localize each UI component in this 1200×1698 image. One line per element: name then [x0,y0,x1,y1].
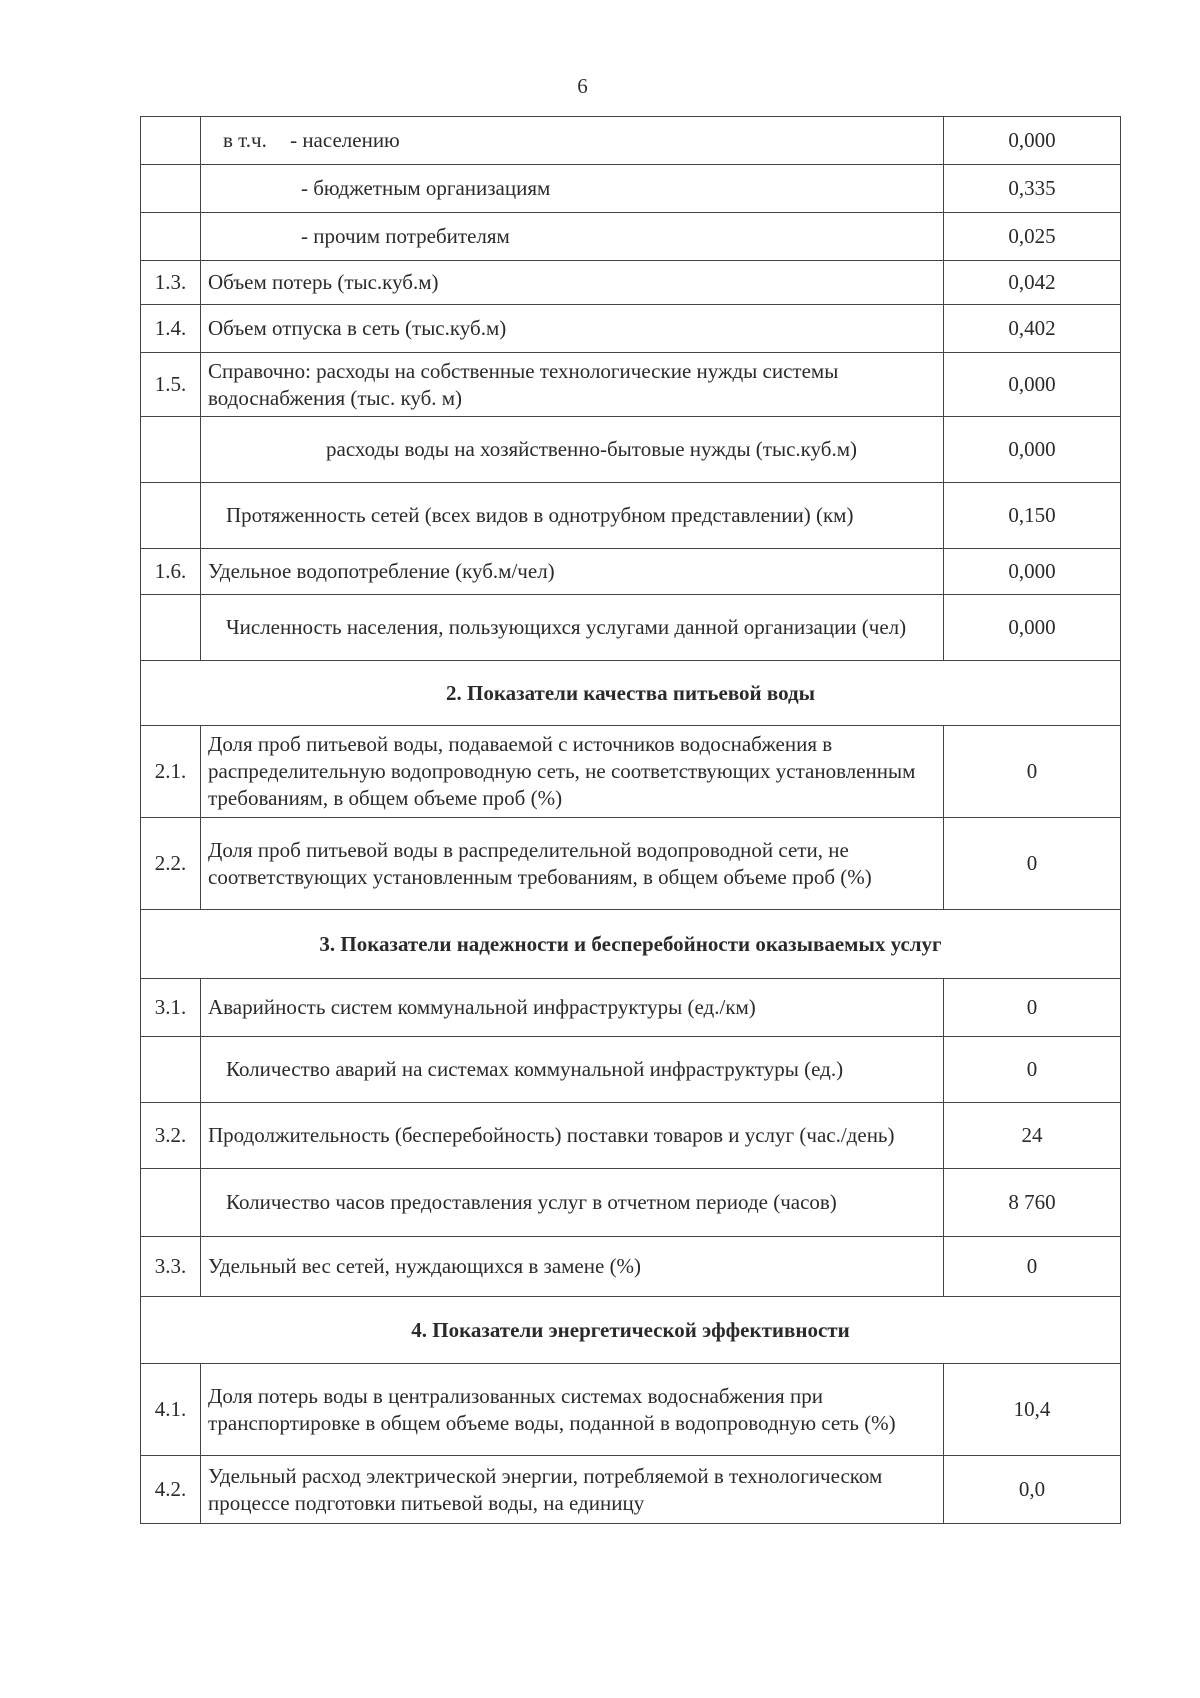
row-value: 0,025 [944,213,1121,261]
row-prefix: в т.ч. [223,128,267,152]
row-number: 1.4. [141,305,201,353]
row-description: Численность населения, пользующихся услугами данной организации (чел) [201,595,944,661]
section-title: 3. Показатели надежности и бесперебойности оказываемых услуг [141,910,1121,979]
row-number: 4.1. [141,1364,201,1456]
row-description: Справочно: расходы на собственные технологические нужды системы водоснабжения (тыс. куб. м) [201,353,944,417]
row-description: - бюджетным организациям [201,165,944,213]
table-row [141,165,1121,213]
row-value: 0 [944,979,1121,1037]
row-description: Удельный вес сетей, нуждающихся в замене (%) [201,1237,944,1297]
table-row [141,1456,1121,1524]
row-label: - населению [290,128,400,152]
row-number: 3.2. [141,1103,201,1169]
row-description: Объем потерь (тыс.куб.м) [201,261,944,305]
row-value: 0,335 [944,165,1121,213]
table-row [141,595,1121,661]
row-value: 0,402 [944,305,1121,353]
row-value: 0 [944,1037,1121,1103]
table-row [141,1169,1121,1237]
table-row [141,305,1121,353]
table-row [141,261,1121,305]
row-number [141,117,201,165]
row-description: Продолжительность (бесперебойность) поставки товаров и услуг (час./день) [201,1103,944,1169]
row-description: Доля проб питьевой воды в распределительной водопроводной сети, не соответствующих установленным требованиям, в общем объеме проб (%) [201,818,944,910]
row-value: 0 [944,818,1121,910]
row-value: 0,150 [944,483,1121,549]
row-value: 8 760 [944,1169,1121,1237]
row-description: расходы воды на хозяйственно-бытовые нужды (тыс.куб.м) [201,417,944,483]
table-row [141,1237,1121,1297]
row-number [141,595,201,661]
row-number: 1.6. [141,549,201,595]
section-heading-row [141,661,1121,726]
row-description [201,117,944,165]
row-value: 10,4 [944,1364,1121,1456]
table-row [141,213,1121,261]
row-value: 0,000 [944,549,1121,595]
table-row [141,417,1121,483]
row-description: Доля проб питьевой воды, подаваемой с источников водоснабжения в распределительную водопроводную сеть, не соответствующих установленным требованиям, в общем объеме проб (%) [201,726,944,818]
table-row [141,1103,1121,1169]
row-number [141,213,201,261]
section-heading-row [141,910,1121,979]
row-value: 0,000 [944,417,1121,483]
row-number: 4.2. [141,1456,201,1524]
row-description: Аварийность систем коммунальной инфраструктуры (ед./км) [201,979,944,1037]
table-row [141,1364,1121,1456]
row-description: Количество часов предоставления услуг в отчетном периоде (часов) [201,1169,944,1237]
row-description: Удельное водопотребление (куб.м/чел) [201,549,944,595]
row-value: 0 [944,726,1121,818]
row-number: 1.5. [141,353,201,417]
page-number: 6 [577,74,588,98]
row-value: 24 [944,1103,1121,1169]
row-description: Удельный расход электрической энергии, потребляемой в технологическом процессе подготовки питьевой воды, на единицу [201,1456,944,1524]
table-row [141,726,1121,818]
table-row [141,818,1121,910]
row-number: 2.1. [141,726,201,818]
row-description: - прочим потребителям [201,213,944,261]
row-description: Количество аварий на системах коммунальной инфраструктуры (ед.) [201,1037,944,1103]
section-title: 2. Показатели качества питьевой воды [141,661,1121,726]
row-number [141,1037,201,1103]
row-number [141,1169,201,1237]
row-description: Протяженность сетей (всех видов в однотрубном представлении) (км) [201,483,944,549]
indicators-table [140,116,1121,1524]
row-description: Доля потерь воды в централизованных системах водоснабжения при транспортировке в общем объеме воды, поданной в водопроводную сеть (%) [201,1364,944,1456]
row-number: 1.3. [141,261,201,305]
row-number: 3.3. [141,1237,201,1297]
row-value: 0,042 [944,261,1121,305]
table-row [141,483,1121,549]
row-number [141,483,201,549]
row-number: 3.1. [141,979,201,1037]
row-value: 0,0 [944,1456,1121,1524]
row-number [141,165,201,213]
section-heading-row [141,1297,1121,1364]
table-row [141,117,1121,165]
row-value: 0 [944,1237,1121,1297]
row-number: 2.2. [141,818,201,910]
row-value: 0,000 [944,353,1121,417]
row-number [141,417,201,483]
row-value: 0,000 [944,117,1121,165]
table-row [141,353,1121,417]
row-value: 0,000 [944,595,1121,661]
table-row [141,979,1121,1037]
row-description: Объем отпуска в сеть (тыс.куб.м) [201,305,944,353]
table-row [141,549,1121,595]
section-title: 4. Показатели энергетической эффективности [141,1297,1121,1364]
table-row [141,1037,1121,1103]
